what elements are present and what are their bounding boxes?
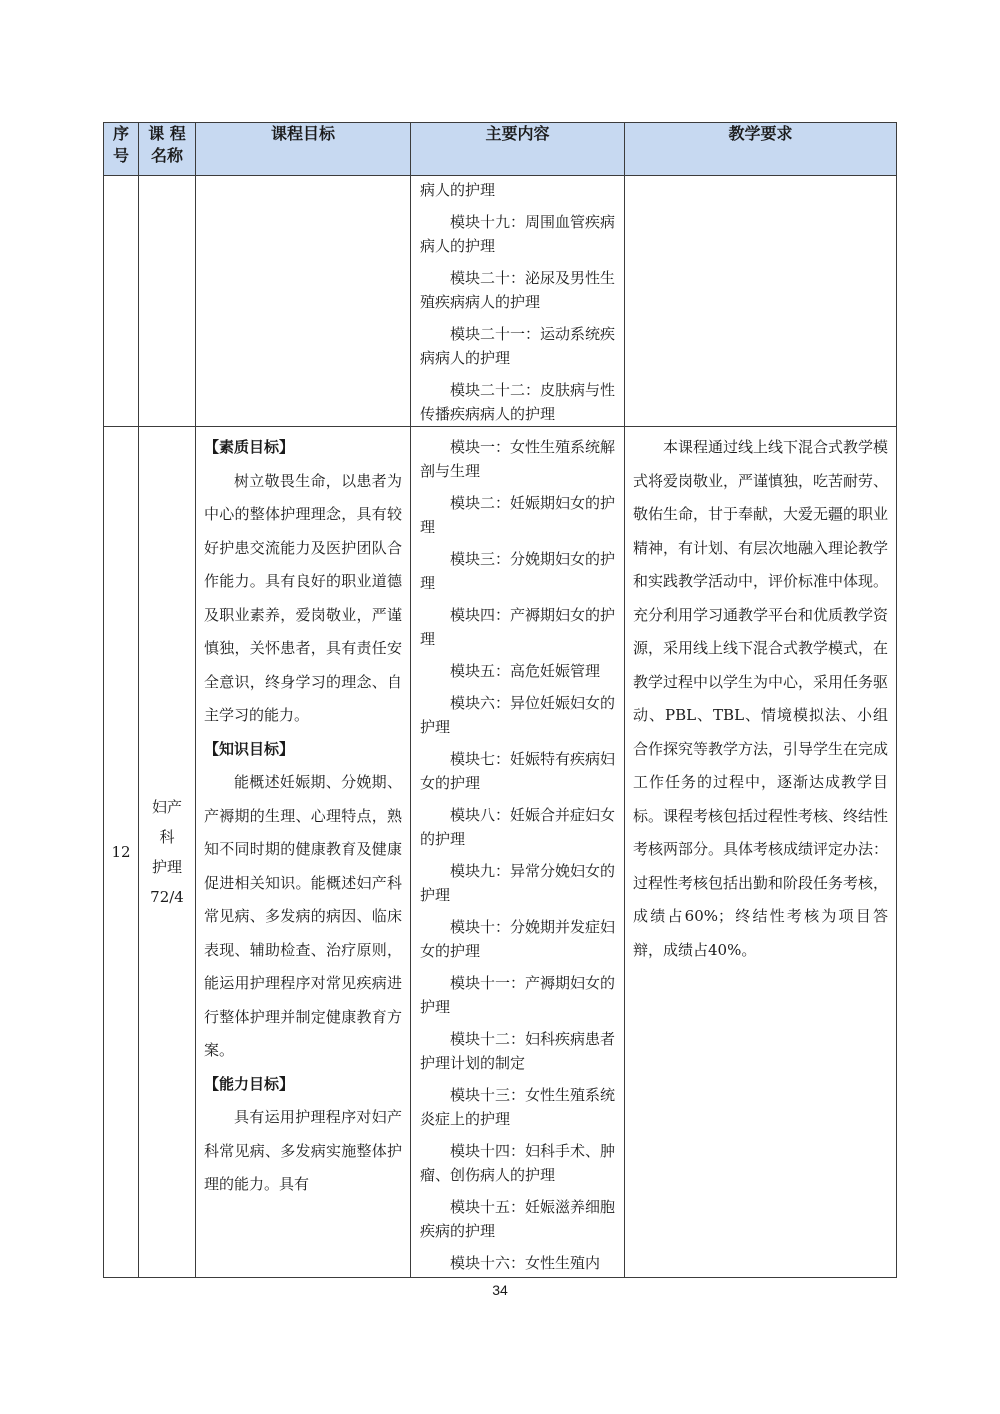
quality-goal-text: 树立敬畏生命，以患者为中心的整体护理理念，具有较好护患交流能力及医护团队合作能力。具有良好的职业道德及职业素养，爱岗敬业，严谨慎独，关怀患者，具有责任安全意识，终身学习的理念、自主学习的能力。 — [204, 471, 402, 724]
module-item: 模块十一：产褥期妇女的护理 — [420, 974, 616, 1016]
module-item: 模块十五：妊娠滋养细胞疾病的护理 — [420, 1198, 616, 1240]
quality-goal-heading: 【素质目标】 — [204, 438, 295, 456]
main-content-cell — [411, 427, 625, 1278]
header-course-name: 课 程 名称 — [139, 123, 196, 176]
header-main-content: 主要内容 — [411, 123, 625, 176]
module-item: 模块十二：妇科疾病患者护理计划的制定 — [420, 1030, 616, 1072]
module-item: 模块二十二：皮肤病与性传播疾病病人的护理 — [420, 381, 616, 423]
table-row — [104, 176, 897, 427]
curriculum-table — [103, 122, 897, 1278]
module-item: 模块二十一：运动系统疾病病人的护理 — [420, 325, 616, 367]
module-item: 模块十九：周围血管疾病病人的护理 — [420, 213, 616, 255]
ability-goal-heading: 【能力目标】 — [204, 1074, 295, 1093]
prev-content-cell — [411, 176, 625, 427]
prev-requirement-cell — [625, 176, 897, 427]
course-name-line: 妇产 — [151, 798, 182, 816]
prev-index-cell — [104, 176, 139, 427]
module-item: 模块十三：女性生殖系统炎症上的护理 — [420, 1086, 616, 1128]
module-item: 模块十四：妇科手术、肿瘤、创伤病人的护理 — [420, 1142, 616, 1184]
module-item: 模块一：女性生殖系统解剖与生理 — [420, 438, 616, 480]
module-item: 模块七：妊娠特有疾病妇女的护理 — [420, 750, 616, 792]
module-item: 模块三：分娩期妇女的护理 — [420, 550, 616, 592]
teaching-requirement-cell — [625, 427, 897, 1278]
header-course-goal: 课程目标 — [196, 123, 411, 176]
module-item: 模块四：产褥期妇女的护理 — [420, 606, 616, 648]
module-item: 模块八：妊娠合并症妇女的护理 — [420, 806, 616, 848]
knowledge-goal-heading: 【知识目标】 — [204, 739, 295, 758]
module-item: 模块五：高危妊娠管理 — [450, 662, 601, 680]
module-item: 模块二：妊娠期妇女的护理 — [420, 494, 616, 536]
module-item: 模块六：异位妊娠妇女的护理 — [420, 694, 616, 736]
prev-name-cell — [139, 176, 196, 427]
module-item: 模块二十：泌尿及男性生殖疾病病人的护理 — [420, 269, 616, 311]
course-name — [139, 427, 196, 1278]
ability-goal-text: 具有运用护理程序对妇产科常见病、多发病实施整体护理的能力。具有 — [204, 1108, 402, 1193]
prev-goal-cell — [196, 176, 411, 427]
course-goal-cell — [196, 427, 411, 1278]
course-name-line: 72/4 — [150, 888, 184, 906]
teaching-requirement-text: 本课程通过线上线下混合式教学模式将爱岗敬业，严谨慎独，吃苦耐劳、敬佑生命，甘于奉献，大爱无疆的职业精神，有计划、有层次地融入理论教学和实践教学活动中，评价标准中体现。充分利用学习通教学平台和优质教学资源，采用线上线下混合式教学模式，在教学过程中以学生为中心，采用任务驱动、PBL、TBL、情境模拟法、小组合作探究等教学方法，引导学生在完成工作任务的过程中，逐渐达成教学目标。课程考核包括过程性考核、终结性考核两部分。具体考核成绩评定办法：过程性考核包括出勤和阶段任务考核，成绩占60%；终结性考核为项目答辩，成绩占40%。 — [633, 438, 889, 959]
header-index: 序 号 — [104, 123, 139, 176]
module-item: 模块十六：女性生殖内 — [450, 1254, 601, 1272]
course-name-line: 科 — [159, 828, 175, 846]
course-name-line: 护理 — [151, 858, 182, 876]
page-number: 34 — [492, 1282, 508, 1298]
knowledge-goal-text: 能概述妊娠期、分娩期、产褥期的生理、心理特点，熟知不同时期的健康教育及健康促进相关知识。能概述妇产科常见病、多发病的病因、临床表现、辅助检查、治疗原则，能运用护理程序对常见疾病进行整体护理并制定健康教育方案。 — [204, 773, 402, 1059]
row-index: 12 — [104, 427, 139, 1278]
module-item: 模块十：分娩期并发症妇女的护理 — [420, 918, 616, 960]
table-row — [104, 427, 897, 1278]
module-item: 病人的护理 — [420, 181, 496, 199]
table-header-row — [104, 123, 897, 176]
module-item: 模块九：异常分娩妇女的护理 — [420, 862, 616, 904]
header-teaching-requirement: 教学要求 — [625, 123, 897, 176]
